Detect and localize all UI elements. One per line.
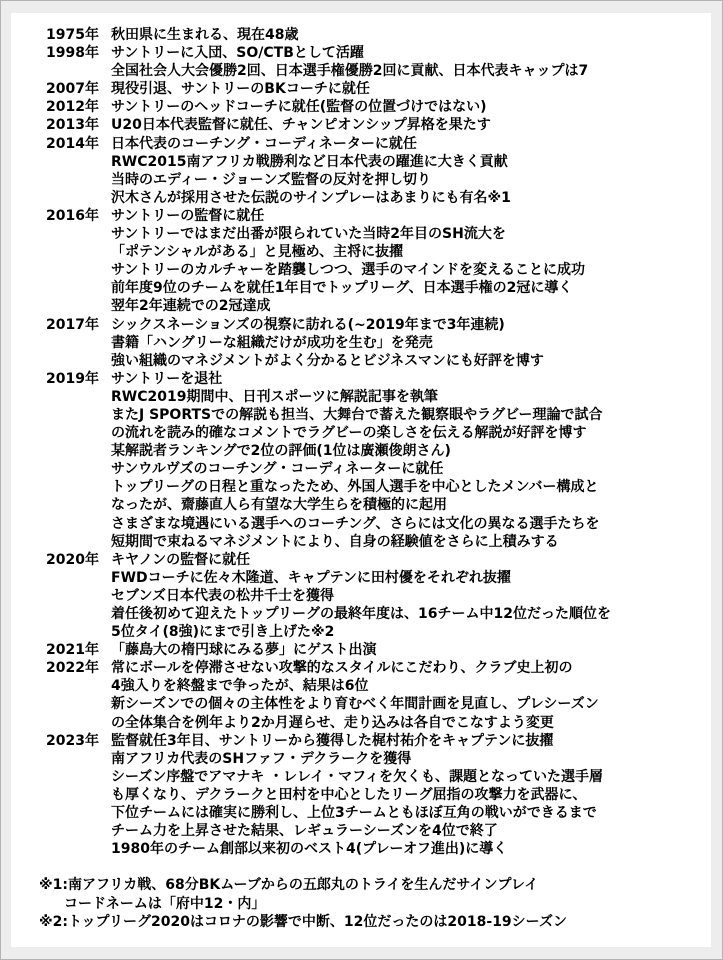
entry-lines bbox=[111, 26, 703, 44]
timeline-entry bbox=[46, 551, 703, 641]
entry-line: 南アフリカ代表のSHファフ・デクラークを獲得 bbox=[111, 750, 412, 767]
entry-line: またJ SPORTSでの解説も担当、大舞台で蓄えた観察眼やラグビー理論で試合 bbox=[111, 406, 603, 423]
entry-line: 沢木さんが採用させた伝説のサインプレーはあまりにも有名※1 bbox=[111, 189, 511, 206]
entry-line: 現役引退、サントリーのBKコーチに就任 bbox=[111, 81, 370, 98]
entry-line: 翌年2年連続での2冠達成 bbox=[111, 298, 271, 315]
entry-lines bbox=[111, 641, 703, 659]
entry-lines bbox=[111, 116, 703, 134]
entry-line: さまざまな境遇にいる選手へのコーチング、さらには文化の異なる選手たちを bbox=[111, 515, 600, 532]
timeline-entry bbox=[46, 135, 703, 207]
entry-line: なったが、齋藤直人ら有望な大学生らを積極的に起用 bbox=[111, 497, 447, 514]
entry-line: も厚くなり、デクラークと田村を中心としたリーグ屈指の攻撃力を武器に、 bbox=[111, 786, 587, 803]
entry-lines bbox=[111, 207, 703, 316]
entry-line: 1980年のチーム創部以来初のベスト4(プレーオフ進出)に導く bbox=[111, 841, 508, 858]
timeline-entry bbox=[46, 659, 703, 731]
entry-line: セブンズ日本代表の松井千士を獲得 bbox=[111, 587, 335, 604]
entry-lines bbox=[111, 135, 703, 207]
timeline-entry bbox=[46, 207, 703, 316]
year-label: 2013年 bbox=[46, 117, 99, 134]
entry-line: サンウルヴズのコーチング・コーディネーターに就任 bbox=[111, 461, 444, 478]
entry-line: サントリーの監督に就任 bbox=[111, 207, 265, 224]
entry-line: サントリーに入団、SO/CTBとして活躍 bbox=[111, 45, 364, 62]
document-page bbox=[11, 13, 711, 947]
entry-line: 監督就任3年目、サントリーから獲得した梶村祐介をキャプテンに抜擢 bbox=[111, 732, 554, 749]
entry-lines bbox=[111, 98, 703, 116]
entry-line: 「藤島大の楕円球にみる夢」にゲスト出演 bbox=[111, 642, 377, 659]
entry-lines bbox=[111, 370, 703, 551]
timeline-entry bbox=[46, 44, 703, 80]
entry-line: 「ポテンシャルがある」と見極め、主将に抜擢 bbox=[111, 244, 404, 261]
year-label: 2023年 bbox=[46, 732, 99, 749]
entry-line: の流れを読み的確なコメントでラグビーの楽しさを伝える解説が好評を博す bbox=[111, 425, 587, 442]
year-label: 2012年 bbox=[46, 99, 99, 116]
entry-line: シーズン序盤でアマナキ ・レレイ・マフィを欠くも、課題となっていた選手層 bbox=[111, 768, 604, 785]
entry-line: 当時のエディー・ジョーンズ監督の反対を押し切り bbox=[111, 171, 431, 188]
entry-line: 強い組織のマネジメントがよく分かるとビジネスマンにも好評を博す bbox=[111, 352, 544, 369]
year-label: 2017年 bbox=[46, 316, 99, 333]
entry-line: トップリーグの日程と重なったため、外国人選手を中心としたメンバー構成と bbox=[111, 479, 599, 496]
entry-line: 秋田県に生まれる、現在48歳 bbox=[111, 27, 299, 43]
entry-line: 前年度9位のチームを就任1年目でトップリーグ、日本選手権の2冠に導く bbox=[111, 280, 573, 297]
entry-line: の全体集合を例年より2か月遅らせ、走り込みは各自でこなすよう変更 bbox=[111, 714, 554, 731]
year-label: 1975年 bbox=[46, 27, 99, 43]
entry-line: サントリーのカルチャーを踏襲しつつ、選手のマインドを変えることに成功 bbox=[111, 262, 586, 279]
footnote-marker: ※1: bbox=[39, 877, 68, 894]
timeline-entry bbox=[46, 370, 703, 551]
entry-line: 4強入りを終盤まで争ったが、結果は6位 bbox=[111, 678, 369, 695]
entry-line: RWC2019期間中、日刊スポーツに解説記事を執筆 bbox=[111, 388, 438, 405]
entry-line: チーム力を上昇させた結果、レギュラーシーズンを4位で終了 bbox=[111, 823, 498, 840]
entry-line: 某解説者ランキングで2位の評価(1位は廣瀬俊朗さん) bbox=[111, 443, 451, 460]
footnote-line bbox=[39, 913, 703, 931]
entry-lines bbox=[111, 551, 703, 641]
entry-line: U20日本代表監督に就任、チャンピオンシップ昇格を果たす bbox=[111, 117, 491, 134]
year-label: 2022年 bbox=[46, 660, 99, 677]
year-label: 2016年 bbox=[46, 207, 99, 224]
timeline-entry bbox=[46, 732, 703, 859]
entry-lines bbox=[111, 80, 703, 98]
entry-line: 5位タイ(8強)にまで引き上げた※2 bbox=[111, 624, 335, 641]
entry-line: シックスネーションズの視察に訪れる(~2019年まで3年連続) bbox=[111, 316, 505, 333]
year-label: 2019年 bbox=[46, 370, 99, 387]
timeline-entry bbox=[46, 80, 703, 98]
entry-line: 新シーズンでの個々の主体性をより育むべく年間計画を見直し、プレシーズン bbox=[111, 696, 599, 713]
timeline-entry bbox=[46, 98, 703, 116]
entry-line: 短期間で束ねるマネジメントにより、自身の経験値をさらに上積みする bbox=[111, 533, 559, 550]
entry-line: 全国社会人大会優勝2回、日本選手権優勝2回に貢献、日本代表キャップは7 bbox=[111, 63, 589, 80]
entry-lines bbox=[111, 44, 703, 80]
footnote-text: 南アフリカ戦、68分BKムーブからの五郎丸のトライを生んだサインプレイ bbox=[67, 877, 539, 894]
timeline bbox=[46, 26, 703, 858]
footnotes bbox=[39, 876, 703, 930]
footnote-line bbox=[39, 876, 703, 894]
footnote-text: トップリーグ2020はコロナの影響で中断、12位だったのは2018-19シーズン bbox=[67, 913, 567, 930]
timeline-entry bbox=[46, 116, 703, 134]
entry-line: サントリーではまだ出番が限られていた当時2年目のSH流大を bbox=[111, 226, 506, 243]
entry-lines bbox=[111, 316, 703, 370]
entry-line: FWDコーチに佐々木隆道、キャプテンに田村優をそれぞれ抜擢 bbox=[111, 569, 511, 586]
entry-line: 常にボールを停滞させない攻撃的なスタイルにこだわり、クラブ史上初の bbox=[111, 660, 573, 677]
footnote-line: コードネームは「府中12・内」 bbox=[64, 895, 266, 912]
entry-lines bbox=[111, 659, 703, 731]
year-label: 2021年 bbox=[46, 642, 99, 659]
entry-line: 書籍「ハングリーな組織だけが成功を生む」を発売 bbox=[111, 334, 433, 351]
entry-line: サントリーを退社 bbox=[111, 370, 223, 387]
timeline-entry bbox=[46, 641, 703, 659]
timeline-entry bbox=[46, 316, 703, 370]
footnote bbox=[39, 876, 703, 912]
year-label: 2020年 bbox=[46, 551, 99, 568]
entry-line: 下位チームには確実に勝利し、上位3チームともほぼ互角の戦いができるまで bbox=[111, 805, 597, 822]
entry-line: 日本代表のコーチング・コーディネーターに就任 bbox=[111, 135, 417, 152]
year-label: 1998年 bbox=[46, 45, 99, 62]
document-body bbox=[11, 13, 711, 931]
entry-line: キヤノンの監督に就任 bbox=[111, 551, 251, 568]
footnote-marker: ※2: bbox=[39, 913, 68, 930]
entry-line: サントリーのヘッドコーチに就任(監督の位置づけではない) bbox=[111, 99, 487, 116]
footnote bbox=[39, 913, 703, 931]
timeline-entry bbox=[46, 26, 703, 44]
year-label: 2007年 bbox=[46, 81, 99, 98]
year-label: 2014年 bbox=[46, 135, 99, 152]
entry-lines bbox=[111, 732, 703, 859]
entry-line: 着任後初めて迎えたトップリーグの最終年度は、16チーム中12位だった順位を bbox=[111, 606, 611, 622]
entry-line: RWC2015南アフリカ戦勝利など日本代表の躍進に大きく貢献 bbox=[111, 153, 508, 170]
